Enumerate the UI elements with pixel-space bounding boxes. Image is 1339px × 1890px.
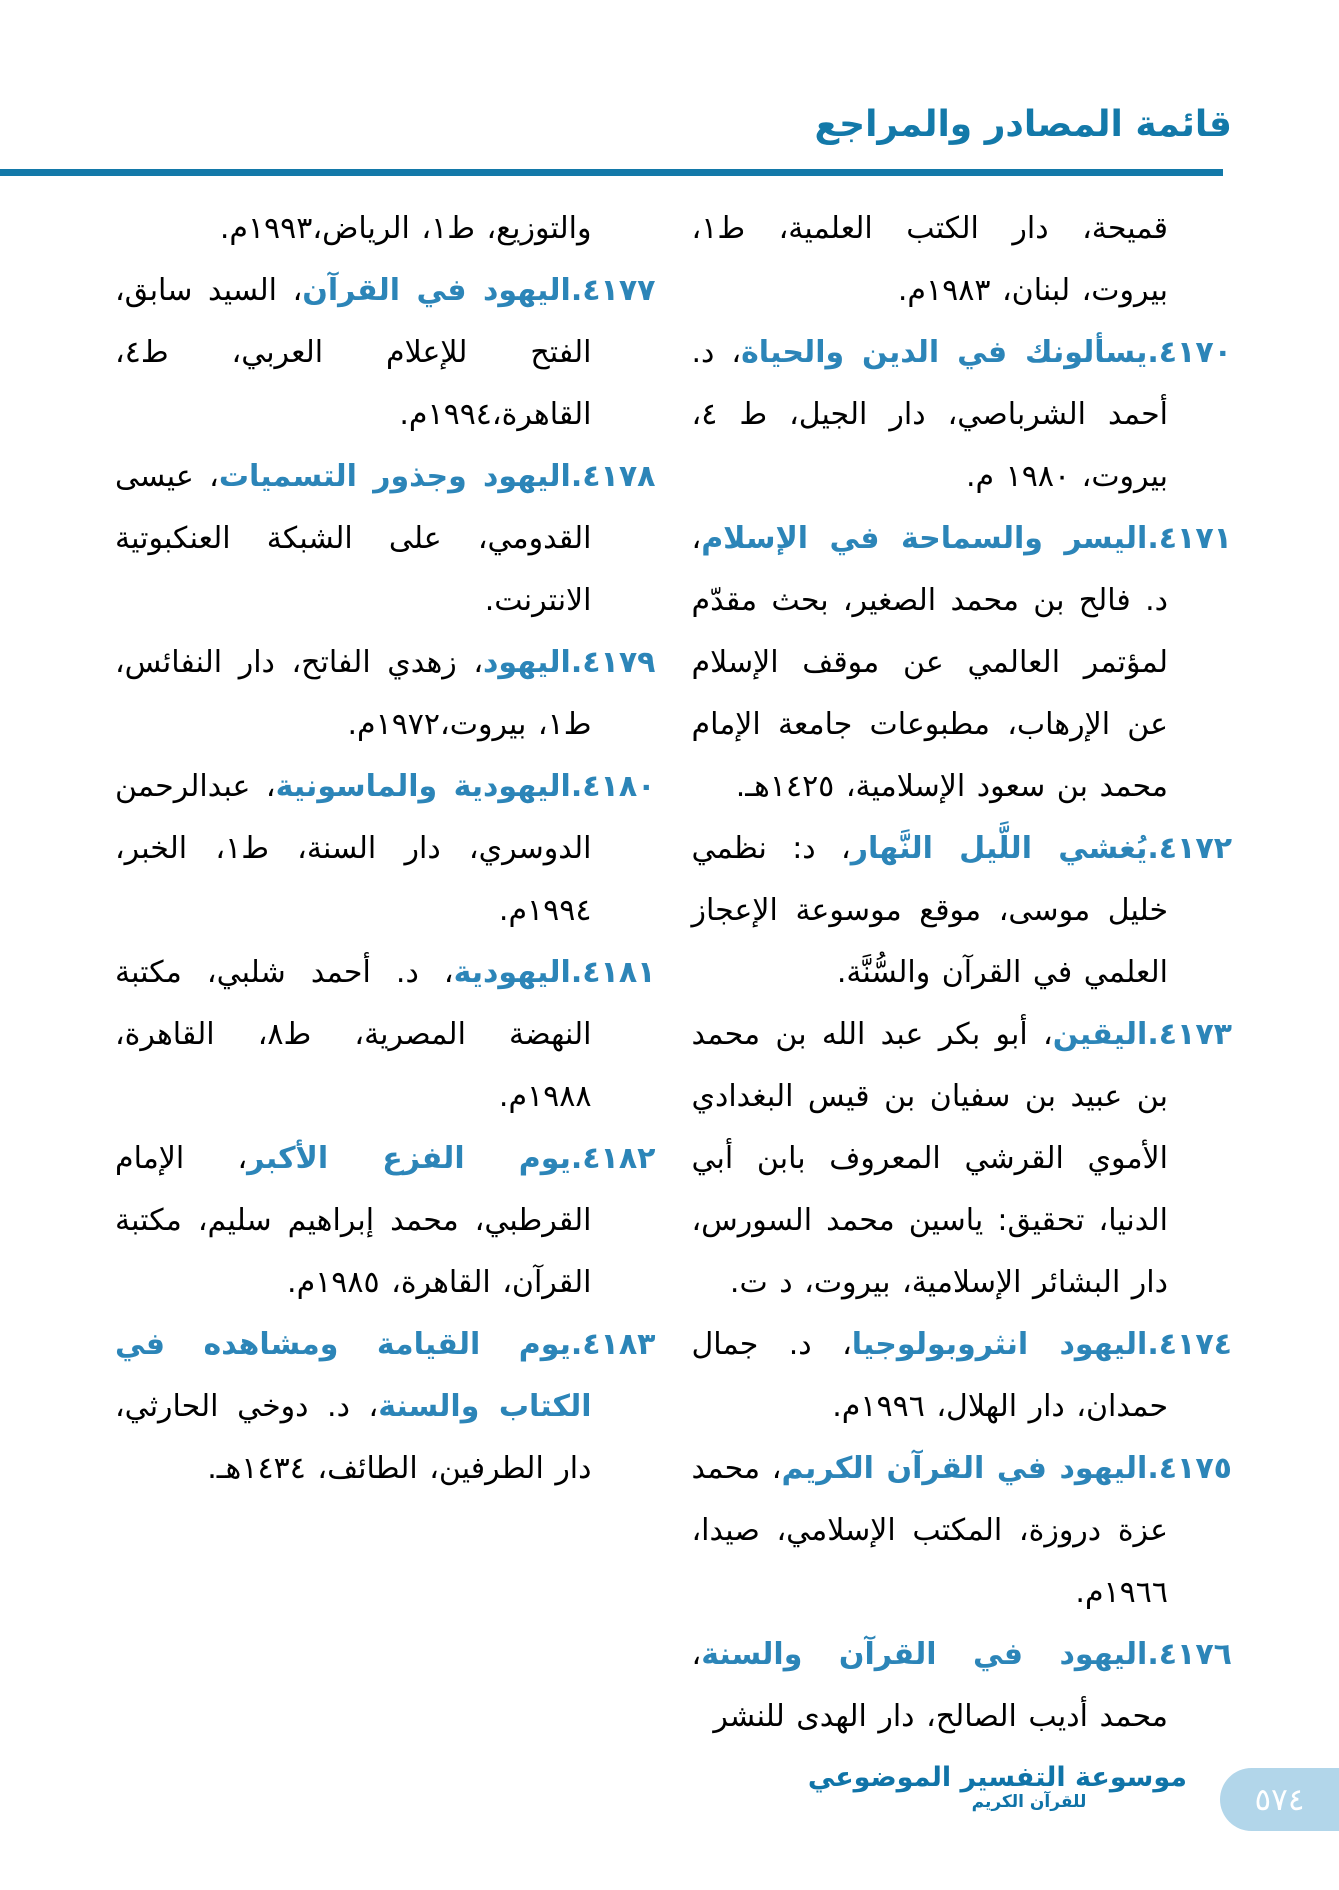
bibliography-entry: [692, 1438, 1233, 1624]
bibliography-entry: [692, 1004, 1233, 1314]
bibliography-entry: [692, 1624, 1233, 1748]
entry-details: ، محمد عزة دروزة، المكتب الإسلامي، صيدا، ١٩٦٦م.: [691, 1451, 1168, 1610]
entry-details: ، د. فالح بن محمد الصغير، بحث مقدّم لمؤتمر العالمي عن موقف الإسلام عن الإرهاب، مطبوعات جامعة الإمام محمد بن سعود الإسلامية، ١٤٢٥هـ.: [691, 521, 1168, 804]
bibliography-entry: [692, 322, 1233, 508]
entry-number: ٤١٧١.: [1147, 521, 1232, 556]
page-number: ٥٧٤: [1254, 1781, 1305, 1818]
entry-details: ، عيسى القدومي، على الشبكة العنكبوتية الانترنت.: [115, 459, 592, 618]
entry-number: ٤١٧٠.: [1147, 335, 1232, 370]
entry-details: ، د: نظمي خليل موسى، موقع موسوعة الإعجاز العلمي في القرآن والسُّنَّة.: [691, 831, 1168, 990]
bibliography-entry: [692, 1314, 1233, 1438]
entry-number: ٤١٧٨.: [570, 459, 656, 494]
publisher-logo: [807, 1762, 1187, 1813]
entry-number: ٤١٧٧.: [570, 273, 656, 308]
entry-number: ٤١٨٣.: [570, 1327, 656, 1362]
entry-title: اليهود انثروبولوجيا: [851, 1327, 1148, 1362]
entry-details: ، أبو بكر عبد الله بن محمد بن عبيد بن سفيان بن قيس البغدادي الأموي القرشي المعروف بابن أبي الدنيا، تحقيق: ياسين محمد السورس، دار البشائر الإسلامية، بيروت، د ت.: [691, 1017, 1168, 1300]
entry-number: ٤١٧٩.: [570, 645, 656, 680]
page-number-badge: [1220, 1768, 1339, 1831]
bibliography-column-left: [115, 198, 656, 1748]
entry-details: ، الإمام القرطبي، محمد إبراهيم سليم، مكتبة القرآن، القاهرة، ١٩٨٥م.: [115, 1141, 592, 1300]
entry-details: ، د. أحمد الشرباصي، دار الجيل، ط ٤، بيروت، ١٩٨٠ م.: [691, 335, 1168, 494]
bibliography-entry: [692, 818, 1233, 1004]
entry-details: ، محمد أديب الصالح، دار الهدى للنشر: [691, 1637, 1168, 1734]
entry-number: ٤١٧٥.: [1147, 1451, 1232, 1486]
bibliography-entry: [115, 1314, 656, 1500]
publisher-logo-main-text: موسوعة التفسير الموضوعي: [807, 1762, 1187, 1793]
entry-number: ٤١٧٢.: [1147, 831, 1233, 866]
entry-title: اليهودية: [453, 955, 571, 990]
entry-title: اليهود: [483, 645, 571, 680]
entry-title: اليهودية والماسونية: [275, 769, 571, 804]
header-divider-rule: [0, 169, 1223, 176]
bibliography-entry: [115, 756, 656, 942]
page-header-title: قائمة المصادر والمراجع: [814, 104, 1232, 145]
entry-details: ، د. جمال حمدان، دار الهلال، ١٩٩٦م.: [691, 1327, 1168, 1424]
entry-details: ، د. دوخي الحارثي، دار الطرفين، الطائف، ١٤٣٤هـ.: [115, 1389, 592, 1486]
bibliography-entry: [115, 942, 656, 1128]
entry-details: ، زهدي الفاتح، دار النفائس، ط١، بيروت،١٩٧٢م.: [115, 645, 592, 742]
entry-title: يوم القيامة ومشاهده في الكتاب والسنة: [115, 1327, 592, 1424]
entry-title: اليهود في القرآن: [302, 273, 571, 308]
entry-title: اليهود في القرآن والسنة: [701, 1637, 1148, 1672]
entry-number: ٤١٧٣.: [1147, 1017, 1232, 1052]
bibliography-entry: [115, 446, 656, 632]
bibliography-entry: [115, 1128, 656, 1314]
bibliography-continuation: والتوزيع، ط١، الرياض،١٩٩٣م.: [219, 211, 592, 246]
bibliography-columns: [115, 198, 1232, 1748]
entry-details: ، السيد سابق، الفتح للإعلام العربي، ط٤، القاهرة،١٩٩٤م.: [115, 273, 592, 432]
bibliography-entry: [692, 508, 1233, 818]
entry-title: يسألونك في الدين والحياة: [741, 335, 1148, 370]
entry-title: اليهود في القرآن الكريم: [781, 1451, 1148, 1486]
entry-number: ٤١٨٢.: [570, 1141, 656, 1176]
entry-title: يوم الفزع الأكبر: [247, 1141, 571, 1176]
entry-number: ٤١٨١.: [570, 955, 656, 990]
entry-details: ، د. أحمد شلبي، مكتبة النهضة المصرية، ط٨، القاهرة، ١٩٨٨م.: [115, 955, 592, 1114]
entry-title: اليقين: [1052, 1017, 1148, 1052]
entry-title: يُغشي اللَّيل النَّهار: [850, 831, 1148, 866]
publisher-logo-sub-text: للقرآن الكريم: [971, 1792, 1087, 1813]
entry-title: اليسر والسماحة في الإسلام: [701, 521, 1148, 556]
entry-title: اليهود وجذور التسميات: [218, 459, 571, 494]
entry-number: ٤١٧٤.: [1147, 1327, 1232, 1362]
bibliography-entry: [115, 260, 656, 446]
entry-number: ٤١٧٦.: [1147, 1637, 1232, 1672]
entry-details: ، عبدالرحمن الدوسري، دار السنة، ط١، الخبر، ١٩٩٤م.: [115, 769, 592, 928]
bibliography-entry: [115, 632, 656, 756]
bibliography-continuation: قميحة، دار الكتب العلمية، ط١، بيروت، لبنان، ١٩٨٣م.: [691, 211, 1168, 308]
bibliography-column-right: [692, 198, 1233, 1748]
entry-number: ٤١٨٠.: [570, 769, 656, 804]
